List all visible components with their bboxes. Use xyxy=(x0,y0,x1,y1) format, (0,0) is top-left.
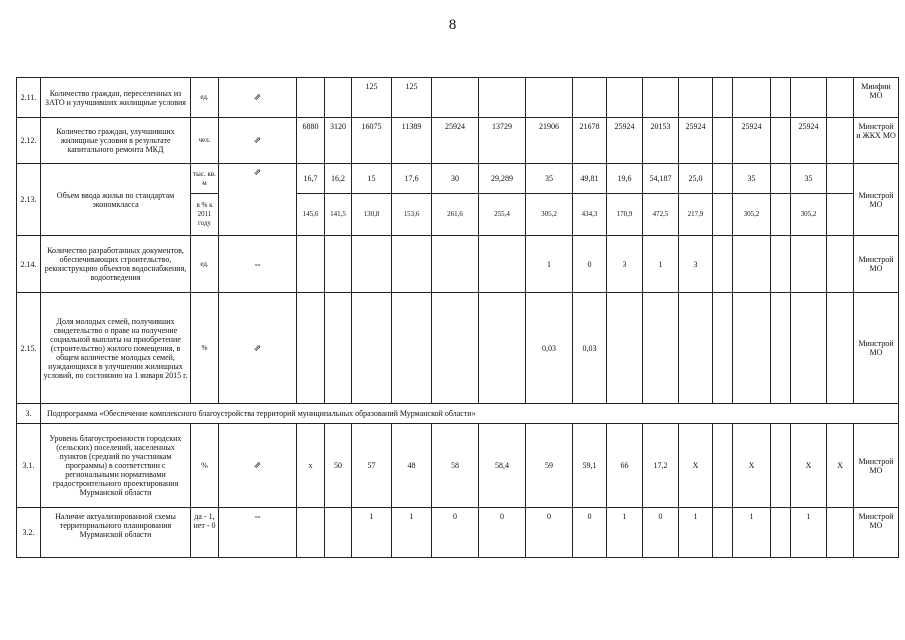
value-cell xyxy=(733,236,771,293)
value-cell: 16075 xyxy=(352,118,392,164)
value-cell: 0 xyxy=(526,508,573,558)
section-title: Подпрограмма «Обеспечение комплексного благоустройства территорий муниципальных образований Мурманской области» xyxy=(41,404,899,424)
value-cell xyxy=(771,118,791,164)
unit-cell: да - 1, нет - 0 xyxy=(191,508,219,558)
unit-cell: % xyxy=(191,293,219,404)
value-cell: 472,5 xyxy=(643,194,679,236)
value-cell: 255,4 xyxy=(479,194,526,236)
value-cell xyxy=(733,293,771,404)
value-cell xyxy=(432,78,479,118)
value-cell xyxy=(827,118,854,164)
value-cell xyxy=(827,236,854,293)
row-number: 3.1. xyxy=(17,424,41,508)
trend-mark: ⇗ xyxy=(219,78,297,118)
value-cell xyxy=(713,508,733,558)
unit-cell: в % к 2011 году xyxy=(191,194,219,236)
value-cell: 16,7 xyxy=(297,164,325,194)
value-cell: 3 xyxy=(679,236,713,293)
responsible-cell: Минстрой МО xyxy=(854,236,899,293)
row-number: 2.12. xyxy=(17,118,41,164)
value-cell xyxy=(791,293,827,404)
unit-cell: % xyxy=(191,424,219,508)
table-row xyxy=(17,293,899,404)
value-cell: 25924 xyxy=(679,118,713,164)
row-number: 2.15. xyxy=(17,293,41,404)
value-cell: 141,5 xyxy=(325,194,352,236)
trend-mark: ⇗ xyxy=(219,118,297,164)
value-cell: 1 xyxy=(392,508,432,558)
value-cell: х xyxy=(297,424,325,508)
responsible-cell: Минстрой МО xyxy=(854,424,899,508)
value-cell xyxy=(297,78,325,118)
value-cell: 58 xyxy=(432,424,479,508)
value-cell: 66 xyxy=(607,424,643,508)
value-cell xyxy=(771,508,791,558)
value-cell xyxy=(827,194,854,236)
value-cell: 0 xyxy=(573,236,607,293)
row-number: 3.2. xyxy=(17,508,41,558)
value-cell: Х xyxy=(679,424,713,508)
value-cell: 305,2 xyxy=(526,194,573,236)
value-cell xyxy=(713,164,733,194)
value-cell: 1 xyxy=(526,236,573,293)
value-cell: 434,3 xyxy=(573,194,607,236)
value-cell xyxy=(713,194,733,236)
indicator-name: Количество разработанных документов, обеспечивающих строительство, реконструкцию объектов водоснабжения, водоотведения xyxy=(41,236,191,293)
row-number: 2.14. xyxy=(17,236,41,293)
value-cell xyxy=(297,508,325,558)
value-cell xyxy=(713,78,733,118)
value-cell: 59,1 xyxy=(573,424,607,508)
value-cell: 0 xyxy=(479,508,526,558)
value-cell: 21906 xyxy=(526,118,573,164)
unit-cell: тыс. кв. м xyxy=(191,164,219,194)
value-cell: 170,9 xyxy=(607,194,643,236)
value-cell: 3120 xyxy=(325,118,352,164)
indicator-name: Доля молодых семей, получивших свидетельство о праве на получение социальной выплаты на приобретение (строительство) жилого помещения, в общем количестве молодых семей, нуждающихся в улучшении жилищных условий, по состоянию на 1 января 2015 г. xyxy=(41,293,191,404)
value-cell: 19,6 xyxy=(607,164,643,194)
value-cell xyxy=(679,293,713,404)
responsible-cell: Минстрой МО xyxy=(854,293,899,404)
value-cell: 0,03 xyxy=(526,293,573,404)
value-cell: 17,2 xyxy=(643,424,679,508)
value-cell: 58,4 xyxy=(479,424,526,508)
value-cell xyxy=(479,293,526,404)
value-cell xyxy=(713,236,733,293)
value-cell: 13729 xyxy=(479,118,526,164)
value-cell xyxy=(352,293,392,404)
value-cell: 25924 xyxy=(607,118,643,164)
value-cell xyxy=(643,78,679,118)
indicator-name: Количество граждан, переселенных из ЗАТО и улучшивших жилищные условия xyxy=(41,78,191,118)
value-cell: 17,6 xyxy=(392,164,432,194)
value-cell xyxy=(713,424,733,508)
value-cell xyxy=(325,508,352,558)
table-row xyxy=(17,236,899,293)
value-cell: 59 xyxy=(526,424,573,508)
value-cell: 125 xyxy=(352,78,392,118)
value-cell xyxy=(791,236,827,293)
value-cell xyxy=(392,293,432,404)
unit-cell: ед. xyxy=(191,78,219,118)
value-cell: Х xyxy=(827,424,854,508)
unit-cell: чел. xyxy=(191,118,219,164)
indicator-name: Наличие актуализированной схемы территориального планирования Мурманской области xyxy=(41,508,191,558)
value-cell: 20153 xyxy=(643,118,679,164)
value-cell xyxy=(713,118,733,164)
value-cell: 25924 xyxy=(432,118,479,164)
value-cell xyxy=(297,236,325,293)
indicator-name: Уровень благоустроенности городских (сельских) поселений, населенных пунктов (средний по участникам программы) в соответствии с региональными нормативами градостроительного проектирования Мурманской области xyxy=(41,424,191,508)
indicator-name: Количество граждан, улучшивших жилищные условия в результате капитального ремонта МКД xyxy=(41,118,191,164)
section-row xyxy=(17,404,899,424)
trend-mark: ⇗ xyxy=(219,293,297,404)
value-cell: 1 xyxy=(679,508,713,558)
table-row xyxy=(17,424,899,508)
value-cell: 1 xyxy=(607,508,643,558)
value-cell: 30 xyxy=(432,164,479,194)
value-cell: 48 xyxy=(392,424,432,508)
value-cell: Х xyxy=(791,424,827,508)
value-cell: 1 xyxy=(791,508,827,558)
value-cell: 57 xyxy=(352,424,392,508)
value-cell: 305,2 xyxy=(733,194,771,236)
value-cell xyxy=(479,236,526,293)
value-cell xyxy=(771,424,791,508)
trend-mark: ⇔ xyxy=(219,508,297,558)
value-cell xyxy=(827,508,854,558)
responsible-cell: Минфин МО xyxy=(854,78,899,118)
value-cell: 16,2 xyxy=(325,164,352,194)
value-cell: 1 xyxy=(352,508,392,558)
value-cell: 1 xyxy=(733,508,771,558)
value-cell xyxy=(791,78,827,118)
value-cell: 35 xyxy=(526,164,573,194)
value-cell xyxy=(573,78,607,118)
section-number: 3. xyxy=(17,404,41,424)
value-cell xyxy=(325,236,352,293)
indicator-name: Объем ввода жилья по стандартам экономкласса xyxy=(41,164,191,236)
value-cell: 0 xyxy=(573,508,607,558)
value-cell: 0 xyxy=(643,508,679,558)
value-cell xyxy=(679,78,713,118)
value-cell: 1 xyxy=(643,236,679,293)
value-cell xyxy=(432,293,479,404)
value-cell: 35 xyxy=(733,164,771,194)
indicators-table xyxy=(16,77,899,558)
value-cell: 49,81 xyxy=(573,164,607,194)
value-cell: 11389 xyxy=(392,118,432,164)
table-row xyxy=(17,78,899,118)
value-cell xyxy=(432,236,479,293)
value-cell: 261,6 xyxy=(432,194,479,236)
value-cell xyxy=(325,78,352,118)
value-cell: 3 xyxy=(607,236,643,293)
value-cell: 125 xyxy=(392,78,432,118)
value-cell xyxy=(325,293,352,404)
value-cell: 29,289 xyxy=(479,164,526,194)
value-cell xyxy=(713,293,733,404)
table-row xyxy=(17,164,899,194)
value-cell: 0 xyxy=(432,508,479,558)
value-cell xyxy=(733,78,771,118)
value-cell: 153,6 xyxy=(392,194,432,236)
value-cell: 50 xyxy=(325,424,352,508)
value-cell xyxy=(827,293,854,404)
value-cell: 25,0 xyxy=(679,164,713,194)
value-cell: 54,187 xyxy=(643,164,679,194)
trend-mark: ⇗ xyxy=(219,164,297,236)
row-number: 2.13. xyxy=(17,164,41,236)
value-cell xyxy=(771,293,791,404)
value-cell: 35 xyxy=(791,164,827,194)
value-cell xyxy=(607,293,643,404)
value-cell xyxy=(297,293,325,404)
value-cell xyxy=(771,236,791,293)
value-cell xyxy=(607,78,643,118)
table-row xyxy=(17,118,899,164)
value-cell: 15 xyxy=(352,164,392,194)
value-cell: 25924 xyxy=(791,118,827,164)
trend-mark: ⇔ xyxy=(219,236,297,293)
value-cell xyxy=(771,78,791,118)
value-cell: 217,9 xyxy=(679,194,713,236)
value-cell: 305,2 xyxy=(791,194,827,236)
value-cell: 145,6 xyxy=(297,194,325,236)
responsible-cell: Минстрой и ЖКХ МО xyxy=(854,118,899,164)
value-cell xyxy=(643,293,679,404)
value-cell xyxy=(526,78,573,118)
value-cell: 21678 xyxy=(573,118,607,164)
responsible-cell: Минстрой МО xyxy=(854,164,899,236)
page-number: 8 xyxy=(448,17,457,33)
value-cell: Х xyxy=(733,424,771,508)
unit-cell: ед. xyxy=(191,236,219,293)
value-cell: 6880 xyxy=(297,118,325,164)
trend-mark: ⇗ xyxy=(219,424,297,508)
value-cell xyxy=(827,78,854,118)
value-cell xyxy=(392,236,432,293)
value-cell: 0,03 xyxy=(573,293,607,404)
value-cell xyxy=(352,236,392,293)
value-cell xyxy=(771,194,791,236)
table-row xyxy=(17,508,899,558)
value-cell xyxy=(771,164,791,194)
value-cell xyxy=(827,164,854,194)
value-cell: 130,8 xyxy=(352,194,392,236)
value-cell: 25924 xyxy=(733,118,771,164)
row-number: 2.11. xyxy=(17,78,41,118)
responsible-cell: Минстрой МО xyxy=(854,508,899,558)
value-cell xyxy=(479,78,526,118)
